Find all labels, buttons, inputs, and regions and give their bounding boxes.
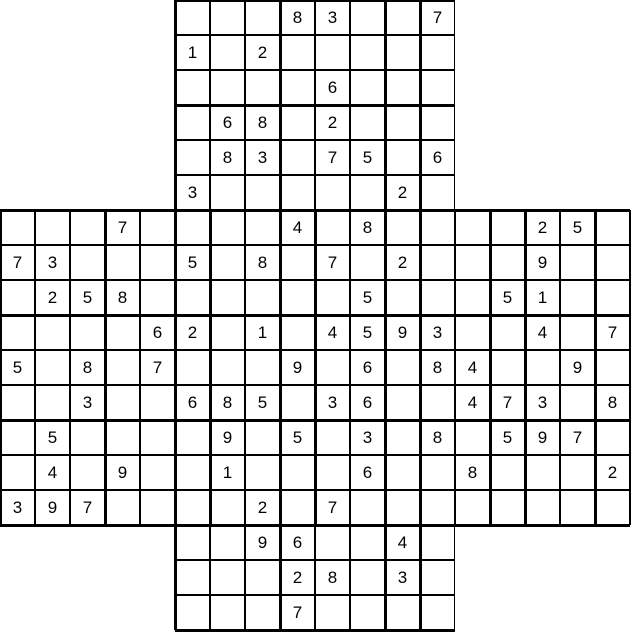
sudoku-cell-r7-c5[interactable]: 5: [175, 245, 210, 280]
sudoku-cell-r2-c8[interactable]: [280, 70, 315, 105]
sudoku-cell-r8-c10[interactable]: 5: [350, 280, 385, 315]
sudoku-cell-r10-c14[interactable]: [490, 350, 525, 385]
sudoku-cell-r8-c17[interactable]: [595, 280, 630, 315]
sudoku-cell-r9-c13[interactable]: [455, 315, 490, 350]
sudoku-cell-r16-c6[interactable]: [210, 560, 245, 595]
sudoku-cell-r11-c16[interactable]: [560, 385, 595, 420]
sudoku-cell-r13-c4[interactable]: [140, 455, 175, 490]
sudoku-cell-r7-c0[interactable]: 7: [0, 245, 35, 280]
sudoku-cell-r14-c13[interactable]: [455, 490, 490, 525]
sudoku-cell-r17-c11[interactable]: [385, 595, 420, 630]
sudoku-cell-r12-c0[interactable]: [0, 420, 35, 455]
sudoku-cell-r14-c17[interactable]: [595, 490, 630, 525]
sudoku-cell-r11-c15[interactable]: 3: [525, 385, 560, 420]
sudoku-cell-r14-c0[interactable]: 3: [0, 490, 35, 525]
sudoku-cell-r10-c13[interactable]: 4: [455, 350, 490, 385]
sudoku-cell-r10-c7[interactable]: [245, 350, 280, 385]
sudoku-cell-r10-c10[interactable]: 6: [350, 350, 385, 385]
sudoku-cell-r14-c15[interactable]: [525, 490, 560, 525]
sudoku-cell-r6-c12[interactable]: [420, 210, 455, 245]
block-divider-vertical: [384, 210, 387, 525]
sudoku-cell-r9-c6[interactable]: [210, 315, 245, 350]
sudoku-cell-r13-c6[interactable]: 1: [210, 455, 245, 490]
sudoku-cell-r14-c14[interactable]: [490, 490, 525, 525]
sudoku-cell-r10-c6[interactable]: [210, 350, 245, 385]
sudoku-cell-r11-c17[interactable]: 8: [595, 385, 630, 420]
sudoku-cell-r8-c11[interactable]: [385, 280, 420, 315]
sudoku-cell-r13-c9[interactable]: [315, 455, 350, 490]
sudoku-cell-r8-c9[interactable]: [315, 280, 350, 315]
sudoku-cell-r9-c15[interactable]: 4: [525, 315, 560, 350]
sudoku-cell-r12-c4[interactable]: [140, 420, 175, 455]
sudoku-cell-r14-c7[interactable]: 2: [245, 490, 280, 525]
sudoku-cell-r14-c9[interactable]: 7: [315, 490, 350, 525]
sudoku-cell-r5-c11[interactable]: 2: [385, 175, 420, 210]
sudoku-cell-r9-c9[interactable]: 4: [315, 315, 350, 350]
sudoku-cell-r0-c11[interactable]: [385, 0, 420, 35]
sudoku-cell-r6-c10[interactable]: 8: [350, 210, 385, 245]
sudoku-cell-r15-c9[interactable]: [315, 525, 350, 560]
sudoku-cell-r7-c3[interactable]: [105, 245, 140, 280]
sudoku-cell-r5-c5[interactable]: 3: [175, 175, 210, 210]
sudoku-cell-r13-c10[interactable]: 6: [350, 455, 385, 490]
sudoku-cell-r17-c6[interactable]: [210, 595, 245, 630]
sudoku-cell-r6-c16[interactable]: 5: [560, 210, 595, 245]
sudoku-cell-r14-c2[interactable]: 7: [70, 490, 105, 525]
sudoku-cell-r14-c1[interactable]: 9: [35, 490, 70, 525]
sudoku-cell-r14-c10[interactable]: [350, 490, 385, 525]
sudoku-cell-r3-c8[interactable]: [280, 105, 315, 140]
sudoku-cell-r15-c5[interactable]: [175, 525, 210, 560]
sudoku-cell-r3-c5[interactable]: [175, 105, 210, 140]
sudoku-cell-r7-c11[interactable]: 2: [385, 245, 420, 280]
sudoku-cell-r0-c10[interactable]: [350, 0, 385, 35]
sudoku-cell-r10-c5[interactable]: [175, 350, 210, 385]
sudoku-cell-r12-c9[interactable]: [315, 420, 350, 455]
sudoku-cell-r10-c11[interactable]: [385, 350, 420, 385]
sudoku-cell-r8-c5[interactable]: [175, 280, 210, 315]
sudoku-cell-r14-c6[interactable]: [210, 490, 245, 525]
sudoku-cell-r3-c7[interactable]: 8: [245, 105, 280, 140]
sudoku-cell-r1-c11[interactable]: [385, 35, 420, 70]
sudoku-cell-r0-c8[interactable]: 8: [280, 0, 315, 35]
sudoku-cell-r13-c17[interactable]: 2: [595, 455, 630, 490]
sudoku-cell-r7-c13[interactable]: [455, 245, 490, 280]
sudoku-cell-r8-c16[interactable]: [560, 280, 595, 315]
sudoku-cell-r13-c2[interactable]: [70, 455, 105, 490]
sudoku-cell-r11-c0[interactable]: [0, 385, 35, 420]
sudoku-cell-r8-c0[interactable]: [0, 280, 35, 315]
sudoku-cell-r9-c3[interactable]: [105, 315, 140, 350]
sudoku-cell-r11-c10[interactable]: 6: [350, 385, 385, 420]
sudoku-cell-r13-c12[interactable]: [420, 455, 455, 490]
sudoku-cell-r16-c9[interactable]: 8: [315, 560, 350, 595]
sudoku-cell-r8-c14[interactable]: 5: [490, 280, 525, 315]
sudoku-cell-r6-c9[interactable]: [315, 210, 350, 245]
sudoku-cell-r17-c5[interactable]: [175, 595, 210, 630]
sudoku-cell-r10-c12[interactable]: 8: [420, 350, 455, 385]
sudoku-cell-r5-c6[interactable]: [210, 175, 245, 210]
sudoku-cell-r5-c10[interactable]: [350, 175, 385, 210]
sudoku-cell-r13-c1[interactable]: 4: [35, 455, 70, 490]
sudoku-cell-r0-c5[interactable]: [175, 0, 210, 35]
sudoku-cell-r15-c7[interactable]: 9: [245, 525, 280, 560]
sudoku-cell-r3-c9[interactable]: 2: [315, 105, 350, 140]
sudoku-cell-r12-c15[interactable]: 9: [525, 420, 560, 455]
sudoku-cell-r12-c11[interactable]: [385, 420, 420, 455]
sudoku-cell-r17-c8[interactable]: 7: [280, 595, 315, 630]
sudoku-cell-r14-c11[interactable]: [385, 490, 420, 525]
sudoku-cell-r12-c2[interactable]: [70, 420, 105, 455]
sudoku-cell-r16-c11[interactable]: 3: [385, 560, 420, 595]
sudoku-cell-r7-c2[interactable]: [70, 245, 105, 280]
sudoku-cell-r13-c5[interactable]: [175, 455, 210, 490]
sudoku-cell-r11-c6[interactable]: 8: [210, 385, 245, 420]
sudoku-cell-r3-c11[interactable]: [385, 105, 420, 140]
sudoku-cell-r7-c1[interactable]: 3: [35, 245, 70, 280]
sudoku-cell-r7-c8[interactable]: [280, 245, 315, 280]
sudoku-cell-r13-c7[interactable]: [245, 455, 280, 490]
sudoku-cell-r6-c5[interactable]: [175, 210, 210, 245]
block-divider-vertical: [104, 210, 107, 525]
sudoku-cell-r13-c13[interactable]: 8: [455, 455, 490, 490]
sudoku-cell-r6-c15[interactable]: 2: [525, 210, 560, 245]
sudoku-cell-r17-c12[interactable]: [420, 595, 455, 630]
sudoku-cell-r6-c8[interactable]: 4: [280, 210, 315, 245]
sudoku-cell-r11-c7[interactable]: 5: [245, 385, 280, 420]
sudoku-cell-r16-c7[interactable]: [245, 560, 280, 595]
sudoku-cell-r8-c3[interactable]: 8: [105, 280, 140, 315]
sudoku-cell-r6-c3[interactable]: 7: [105, 210, 140, 245]
sudoku-cell-r11-c5[interactable]: 6: [175, 385, 210, 420]
sudoku-cell-r1-c5[interactable]: 1: [175, 35, 210, 70]
block-divider-horizontal: [0, 524, 630, 527]
sudoku-cell-r7-c7[interactable]: 8: [245, 245, 280, 280]
block-divider-vertical: [279, 210, 282, 525]
sudoku-cell-r11-c13[interactable]: 4: [455, 385, 490, 420]
sudoku-cell-r9-c16[interactable]: [560, 315, 595, 350]
sudoku-cell-r11-c9[interactable]: 3: [315, 385, 350, 420]
sudoku-cell-r7-c6[interactable]: [210, 245, 245, 280]
sudoku-cell-r10-c16[interactable]: 9: [560, 350, 595, 385]
sudoku-cell-r6-c0[interactable]: [0, 210, 35, 245]
sudoku-cell-r5-c8[interactable]: [280, 175, 315, 210]
block-divider-vertical: [209, 210, 212, 525]
sudoku-cell-r8-c13[interactable]: [455, 280, 490, 315]
sudoku-cell-r10-c2[interactable]: 8: [70, 350, 105, 385]
sudoku-cell-r8-c2[interactable]: 5: [70, 280, 105, 315]
sudoku-cell-r0-c9[interactable]: 3: [315, 0, 350, 35]
sudoku-cell-r9-c5[interactable]: 2: [175, 315, 210, 350]
sudoku-cell-r0-c7[interactable]: [245, 0, 280, 35]
sudoku-cell-r1-c9[interactable]: [315, 35, 350, 70]
sudoku-cell-r1-c7[interactable]: 2: [245, 35, 280, 70]
sudoku-cell-r2-c7[interactable]: [245, 70, 280, 105]
sudoku-cell-r16-c12[interactable]: [420, 560, 455, 595]
sudoku-cell-r4-c7[interactable]: 3: [245, 140, 280, 175]
sudoku-cell-r12-c8[interactable]: 5: [280, 420, 315, 455]
sudoku-cell-r11-c8[interactable]: [280, 385, 315, 420]
sudoku-cell-r6-c11[interactable]: [385, 210, 420, 245]
sudoku-cell-r14-c8[interactable]: [280, 490, 315, 525]
sudoku-cell-r11-c2[interactable]: 3: [70, 385, 105, 420]
sudoku-cell-r8-c15[interactable]: 1: [525, 280, 560, 315]
sudoku-cell-r15-c12[interactable]: [420, 525, 455, 560]
sudoku-cell-r2-c6[interactable]: [210, 70, 245, 105]
sudoku-cell-r9-c11[interactable]: 9: [385, 315, 420, 350]
sudoku-cell-r10-c9[interactable]: [315, 350, 350, 385]
sudoku-cell-r9-c10[interactable]: 5: [350, 315, 385, 350]
sudoku-cell-r13-c14[interactable]: [490, 455, 525, 490]
sudoku-cell-r8-c6[interactable]: [210, 280, 245, 315]
sudoku-cell-r10-c8[interactable]: 9: [280, 350, 315, 385]
sudoku-cell-r7-c16[interactable]: [560, 245, 595, 280]
sudoku-cell-r0-c12[interactable]: 7: [420, 0, 455, 35]
sudoku-cell-r1-c6[interactable]: [210, 35, 245, 70]
sudoku-cell-r1-c8[interactable]: [280, 35, 315, 70]
block-divider-horizontal: [0, 314, 630, 317]
sudoku-cell-r11-c12[interactable]: [420, 385, 455, 420]
block-divider-vertical: [174, 210, 177, 525]
sudoku-cell-r4-c8[interactable]: [280, 140, 315, 175]
sudoku-cell-r9-c0[interactable]: [0, 315, 35, 350]
sudoku-cell-r6-c4[interactable]: [140, 210, 175, 245]
sudoku-cell-r9-c7[interactable]: 1: [245, 315, 280, 350]
sudoku-cell-r15-c6[interactable]: [210, 525, 245, 560]
sudoku-cell-r10-c17[interactable]: [595, 350, 630, 385]
sudoku-cell-r7-c9[interactable]: 7: [315, 245, 350, 280]
sudoku-cell-r4-c6[interactable]: 8: [210, 140, 245, 175]
sudoku-cell-r9-c1[interactable]: [35, 315, 70, 350]
sudoku-cell-r14-c5[interactable]: [175, 490, 210, 525]
sudoku-cell-r10-c3[interactable]: [105, 350, 140, 385]
sudoku-cell-r13-c15[interactable]: [525, 455, 560, 490]
sudoku-cell-r12-c16[interactable]: 7: [560, 420, 595, 455]
sudoku-cell-r1-c12[interactable]: [420, 35, 455, 70]
sudoku-cell-r2-c11[interactable]: [385, 70, 420, 105]
block-divider-vertical: [419, 210, 422, 525]
sudoku-cell-r8-c7[interactable]: [245, 280, 280, 315]
sudoku-cell-r10-c4[interactable]: 7: [140, 350, 175, 385]
sudoku-cell-r8-c1[interactable]: 2: [35, 280, 70, 315]
sudoku-cell-r10-c15[interactable]: [525, 350, 560, 385]
sudoku-cell-r11-c3[interactable]: [105, 385, 140, 420]
sudoku-cell-r4-c9[interactable]: 7: [315, 140, 350, 175]
sudoku-cell-r17-c7[interactable]: [245, 595, 280, 630]
sudoku-cell-r12-c17[interactable]: [595, 420, 630, 455]
sudoku-cell-r10-c0[interactable]: 5: [0, 350, 35, 385]
sudoku-cell-r9-c8[interactable]: [280, 315, 315, 350]
sudoku-cell-r3-c12[interactable]: [420, 105, 455, 140]
sudoku-cell-r4-c12[interactable]: 6: [420, 140, 455, 175]
sudoku-cell-r12-c3[interactable]: [105, 420, 140, 455]
sudoku-cell-r6-c14[interactable]: [490, 210, 525, 245]
sudoku-cell-r7-c4[interactable]: [140, 245, 175, 280]
block-divider-vertical: [594, 210, 597, 525]
sudoku-cell-r12-c10[interactable]: 3: [350, 420, 385, 455]
sudoku-cell-r4-c10[interactable]: 5: [350, 140, 385, 175]
sudoku-cell-r9-c12[interactable]: 3: [420, 315, 455, 350]
sudoku-cell-r15-c11[interactable]: 4: [385, 525, 420, 560]
sudoku-cell-r6-c7[interactable]: [245, 210, 280, 245]
sudoku-cell-r9-c14[interactable]: [490, 315, 525, 350]
sudoku-cell-r14-c4[interactable]: [140, 490, 175, 525]
sudoku-cell-r9-c17[interactable]: 7: [595, 315, 630, 350]
sudoku-cell-r7-c12[interactable]: [420, 245, 455, 280]
sudoku-cell-r9-c4[interactable]: 6: [140, 315, 175, 350]
sudoku-cell-r7-c17[interactable]: [595, 245, 630, 280]
sudoku-cell-r12-c5[interactable]: [175, 420, 210, 455]
sudoku-cell-r12-c13[interactable]: [455, 420, 490, 455]
sudoku-cell-r12-c1[interactable]: 5: [35, 420, 70, 455]
sudoku-cell-r16-c10[interactable]: [350, 560, 385, 595]
block-divider-vertical: [524, 210, 527, 525]
sudoku-cell-r17-c9[interactable]: [315, 595, 350, 630]
sudoku-cell-r6-c13[interactable]: [455, 210, 490, 245]
sudoku-cell-r12-c7[interactable]: [245, 420, 280, 455]
sudoku-cell-r2-c5[interactable]: [175, 70, 210, 105]
sudoku-cell-r17-c10[interactable]: [350, 595, 385, 630]
sudoku-cell-r5-c12[interactable]: [420, 175, 455, 210]
sudoku-cell-r13-c0[interactable]: [0, 455, 35, 490]
sudoku-cell-r14-c16[interactable]: [560, 490, 595, 525]
block-divider-horizontal: [0, 209, 630, 212]
sudoku-cell-r13-c8[interactable]: [280, 455, 315, 490]
sudoku-cell-r15-c10[interactable]: [350, 525, 385, 560]
block-divider-horizontal: [175, 0, 455, 2]
sudoku-cell-r12-c14[interactable]: 5: [490, 420, 525, 455]
sudoku-cell-r11-c14[interactable]: 7: [490, 385, 525, 420]
sudoku-cell-r4-c11[interactable]: [385, 140, 420, 175]
sudoku-cell-r6-c17[interactable]: [595, 210, 630, 245]
block-divider-horizontal: [175, 104, 455, 107]
sudoku-cell-r14-c12[interactable]: [420, 490, 455, 525]
sudoku-cell-r14-c3[interactable]: [105, 490, 140, 525]
sudoku-cell-r13-c16[interactable]: [560, 455, 595, 490]
sudoku-cell-r16-c5[interactable]: [175, 560, 210, 595]
sudoku-cell-r6-c2[interactable]: [70, 210, 105, 245]
sudoku-cell-r6-c1[interactable]: [35, 210, 70, 245]
sudoku-cell-r4-c5[interactable]: [175, 140, 210, 175]
block-divider-vertical: [489, 210, 492, 525]
sudoku-cell-r7-c10[interactable]: [350, 245, 385, 280]
sudoku-cell-r9-c2[interactable]: [70, 315, 105, 350]
block-divider-horizontal: [0, 419, 630, 422]
sudoku-cell-r3-c6[interactable]: 6: [210, 105, 245, 140]
sudoku-cell-r11-c11[interactable]: [385, 385, 420, 420]
block-divider-vertical: [0, 210, 2, 525]
sudoku-cell-r15-c8[interactable]: 6: [280, 525, 315, 560]
sudoku-cell-r1-c10[interactable]: [350, 35, 385, 70]
sudoku-cell-r2-c10[interactable]: [350, 70, 385, 105]
sudoku-cell-r13-c3[interactable]: 9: [105, 455, 140, 490]
sudoku-cell-r8-c4[interactable]: [140, 280, 175, 315]
sudoku-cell-r8-c8[interactable]: [280, 280, 315, 315]
sudoku-cell-r0-c6[interactable]: [210, 0, 245, 35]
sudoku-cell-r2-c12[interactable]: [420, 70, 455, 105]
sudoku-cell-r2-c9[interactable]: 6: [315, 70, 350, 105]
sudoku-cell-r7-c15[interactable]: 9: [525, 245, 560, 280]
sudoku-cell-r13-c11[interactable]: [385, 455, 420, 490]
sudoku-cell-r6-c6[interactable]: [210, 210, 245, 245]
sudoku-cell-r12-c12[interactable]: 8: [420, 420, 455, 455]
sudoku-cell-r7-c14[interactable]: [490, 245, 525, 280]
sudoku-cell-r10-c1[interactable]: [35, 350, 70, 385]
sudoku-cell-r8-c12[interactable]: [420, 280, 455, 315]
sudoku-cell-r5-c7[interactable]: [245, 175, 280, 210]
sudoku-cell-r5-c9[interactable]: [315, 175, 350, 210]
sudoku-cell-r3-c10[interactable]: [350, 105, 385, 140]
block-divider-vertical: [314, 210, 317, 525]
sudoku-cell-r16-c8[interactable]: 2: [280, 560, 315, 595]
sudoku-cell-r11-c4[interactable]: [140, 385, 175, 420]
sudoku-cell-r11-c1[interactable]: [35, 385, 70, 420]
sudoku-cell-r12-c6[interactable]: 9: [210, 420, 245, 455]
